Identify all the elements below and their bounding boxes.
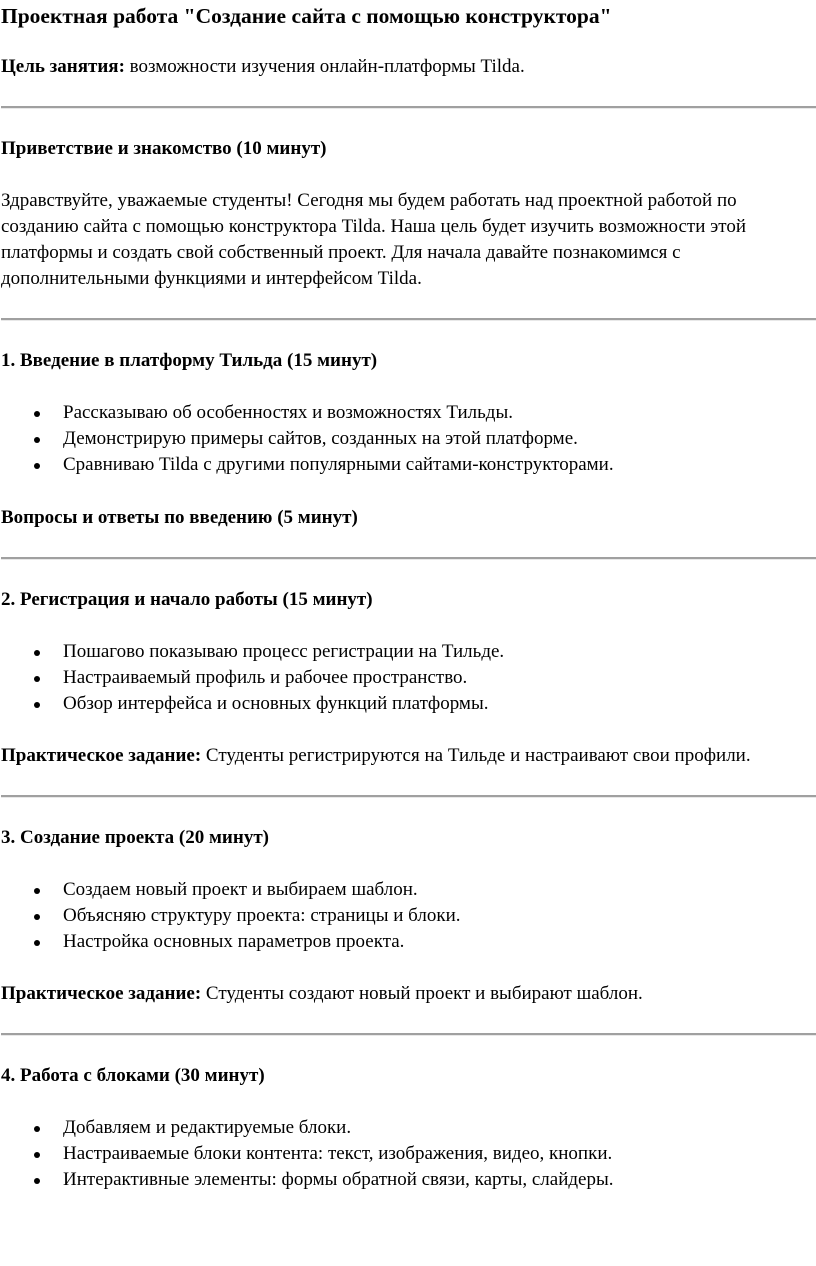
list-item: Настраиваемые блоки контента: текст, изображения, видео, кнопки.: [63, 1141, 816, 1167]
section-3-heading: 3. Создание проекта (20 минут): [1, 827, 269, 848]
divider: [1, 318, 816, 321]
divider: [1, 1033, 816, 1036]
goal-label: Цель занятия:: [1, 56, 125, 77]
list-item: Создаем новый проект и выбираем шаблон.: [63, 877, 816, 903]
goal-text: возможности изучения онлайн-платформы Tilda.: [124, 56, 525, 77]
list-item: Настраиваемый профиль и рабочее пространство.: [63, 665, 816, 691]
section-3-task: [1, 981, 816, 1007]
greeting-heading: Приветствие и знакомство (10 минут): [1, 138, 327, 159]
goal-paragraph: [1, 54, 816, 80]
list-item: Обзор интерфейса и основных функций платформы.: [63, 691, 816, 717]
section-2-list: [1, 639, 816, 717]
section-2-heading: 2. Регистрация и начало работы (15 минут): [1, 589, 373, 610]
list-item: Интерактивные элементы: формы обратной связи, карты, слайдеры.: [63, 1167, 816, 1193]
list-item: Рассказываю об особенностях и возможностях Тильды.: [63, 400, 816, 426]
divider: [1, 795, 816, 798]
task-label: Практическое задание:: [1, 745, 202, 766]
task-text: Студенты создают новый проект и выбирают шаблон.: [201, 983, 643, 1004]
section-4-heading: 4. Работа с блоками (30 минут): [1, 1065, 265, 1086]
divider: [1, 557, 816, 560]
task-text: Студенты регистрируются на Тильде и настраивают свои профили.: [201, 745, 751, 766]
list-item: Настройка основных параметров проекта.: [63, 929, 816, 955]
section-1-list: [1, 400, 816, 478]
section-2-task: [1, 743, 816, 769]
list-item: Демонстрирую примеры сайтов, созданных на этой платформе.: [63, 426, 816, 452]
document-title: Проектная работа "Создание сайта с помощью конструктора": [1, 4, 612, 28]
section-4-list: [1, 1115, 816, 1193]
section-3-list: [1, 877, 816, 955]
list-item: Сравниваю Tilda с другими популярными сайтами-конструкторами.: [63, 452, 816, 478]
section-1-heading: 1. Введение в платформу Тильда (15 минут): [1, 350, 378, 371]
divider: [1, 106, 816, 109]
task-label: Практическое задание:: [1, 983, 202, 1004]
list-item: Добавляем и редактируемые блоки.: [63, 1115, 816, 1141]
document-page: [0, 2, 816, 1193]
list-item: Пошагово показываю процесс регистрации на Тильде.: [63, 639, 816, 665]
greeting-text: Здравствуйте, уважаемые студенты! Сегодня мы будем работать над проектной работой по созданию сайта с помощью конструктора Tilda. Наша цель будет изучить возможности этой платформы и создать свой собственный проект. Для начала давайте познакомимся с дополнительными функциями и интерфейсом Tilda.: [1, 190, 747, 289]
section-1-qa-heading: Вопросы и ответы по введению (5 минут): [1, 507, 358, 528]
list-item: Объясняю структуру проекта: страницы и блоки.: [63, 903, 816, 929]
